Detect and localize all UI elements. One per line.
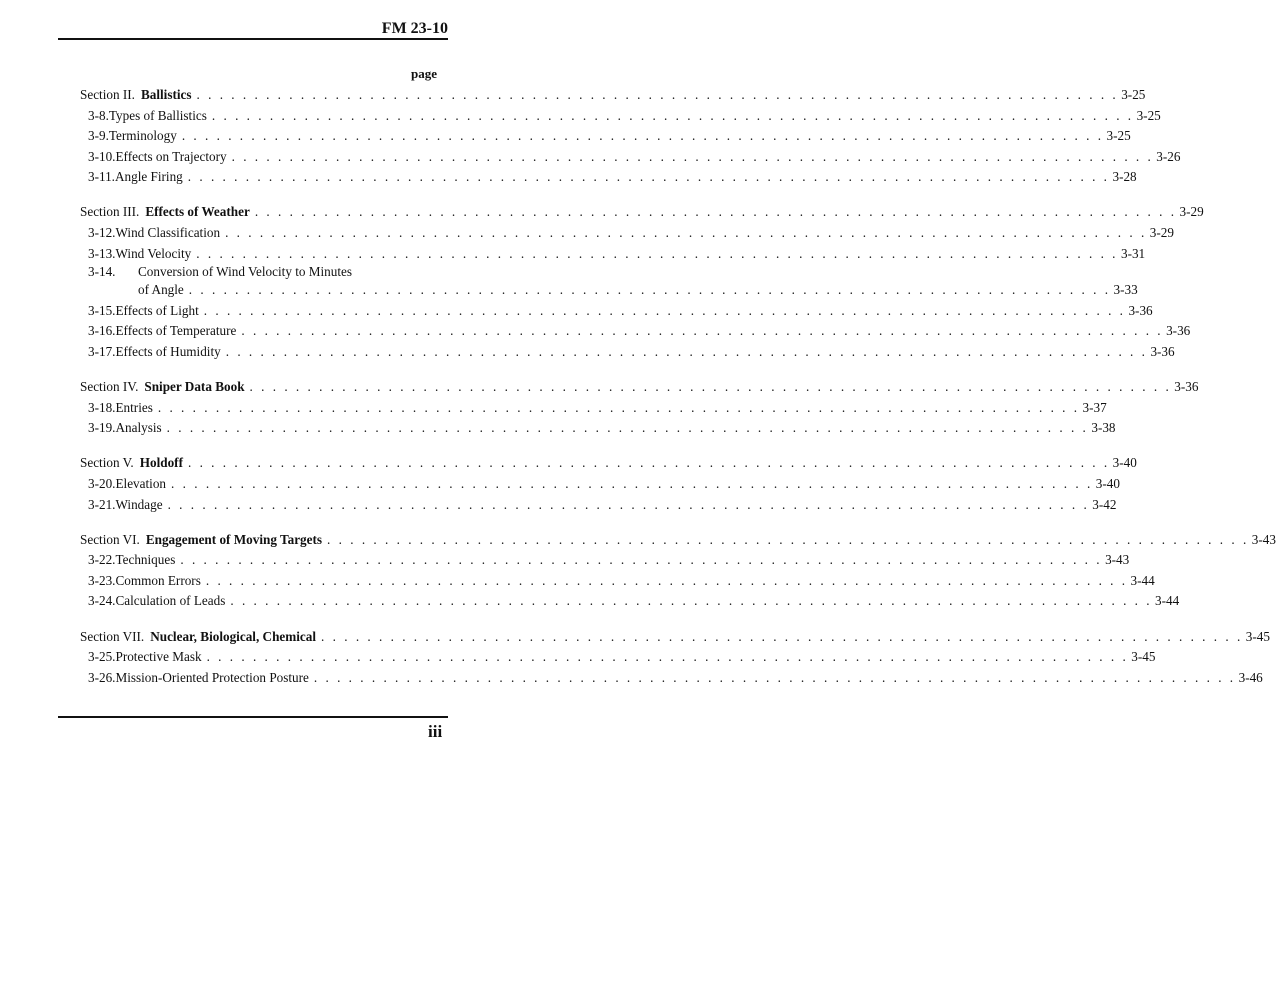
dot-leader: . . . . . . . . . . . . . . . . . . . . . . . . . . . . . . . . . . . . . . . . . . . . . . . . . . . . . . . . . . . . . . . . . . . . . . . . . . . . . . . . — [211, 107, 1134, 123]
toc-entry — [80, 106, 1161, 127]
entry-number: 3-12. — [88, 225, 116, 241]
dot-leader: . . . . . . . . . . . . . . . . . . . . . . . . . . . . . . . . . . . . . . . . . . . . . . . . . . . . . . . . . . . . . . . . . . . . . . . . . . . . . . . . — [203, 302, 1126, 318]
dot-leader: . . . . . . . . . . . . . . . . . . . . . . . . . . . . . . . . . . . . . . . . . . . . . . . . . . . . . . . . . . . . . . . . . . . . . . . . . . . . . . . . — [313, 669, 1236, 685]
section-title: Nuclear, Biological, Chemical — [150, 628, 317, 644]
entry-number: 3-13. — [88, 245, 116, 261]
toc-entry — [80, 342, 1175, 363]
dot-leader: . . . . . . . . . . . . . . . . . . . . . . . . . . . . . . . . . . . . . . . . . . . . . . . . . . . . . . . . . . . . . . . . . . . . . . . . . . . . . . . . — [205, 572, 1128, 588]
section-title: Holdoff — [139, 455, 183, 471]
entry-title: Effects of Temperature — [115, 323, 237, 339]
entry-page: 3-46 — [1238, 669, 1263, 685]
entry-number: 3-14. — [88, 264, 116, 280]
dot-leader: . . . . . . . . . . . . . . . . . . . . . . . . . . . . . . . . . . . . . . . . . . . . . . . . . . . . . . . . . . . . . . . . . . . . . . . . . . . . . . . . — [180, 552, 1103, 568]
entry-number: 3-21. — [88, 496, 116, 512]
dot-leader: . . . . . . . . . . . . . . . . . . . . . . . . . . . . . . . . . . . . . . . . . . . . . . . . . . . . . . . . . . . . . . . . . . . . . . . . . . . . . . . . — [171, 476, 1093, 491]
entry-page: 3-25 — [1106, 128, 1131, 144]
section-title: Ballistics — [140, 87, 192, 102]
toc-entry — [80, 668, 1263, 689]
toc-entry — [80, 147, 1181, 168]
section-label: Section V. — [80, 455, 134, 471]
section-page: 3-40 — [1112, 455, 1137, 471]
entry-page: 3-29 — [1149, 225, 1174, 241]
entry-title: Wind Velocity — [115, 245, 192, 261]
entry-page: 3-42 — [1092, 496, 1117, 512]
entry-title: Protective Mask — [115, 649, 202, 665]
entry-title: Wind Classification — [115, 225, 221, 241]
entry-title: Effects of Humidity — [115, 344, 221, 360]
toc-entry — [80, 591, 1180, 612]
entry-number: 3-9. — [88, 128, 109, 144]
toc-entry — [80, 550, 1130, 571]
toc-entry — [80, 301, 1153, 322]
toc-section — [80, 453, 1137, 515]
dot-leader: . . . . . . . . . . . . . . . . . . . . . . . . . . . . . . . . . . . . . . . . . . . . . . . . . . . . . . . . . . . . . . . . . . . . . . . . . . . . . . . . — [241, 323, 1164, 339]
entry-title: Effects on Trajectory — [115, 148, 227, 164]
toc-entry — [80, 647, 1156, 668]
dot-leader: . . . . . . . . . . . . . . . . . . . . . . . . . . . . . . . . . . . . . . . . . . . . . . . . . . . . . . . . . . . . . . . . . . . . . . . . . . . . . . . . — [225, 344, 1148, 360]
toc-section — [80, 627, 1270, 689]
section-title: Sniper Data Book — [144, 379, 245, 395]
dot-leader: . . . . . . . . . . . . . . . . . . . . . . . . . . . . . . . . . . . . . . . . . . . . . . . . . . . . . . . . . . . . . . . . . . . . . . . . . . . . . . . . — [206, 649, 1129, 665]
toc-section — [80, 530, 1276, 612]
table-of-contents — [80, 85, 1276, 703]
toc-entry — [80, 167, 1137, 188]
entry-title: Effects of Light — [115, 302, 199, 318]
toc-entry-first-line — [80, 264, 438, 280]
entry-page: 3-44 — [1130, 572, 1155, 588]
entry-title: Elevation — [115, 476, 167, 491]
section-heading — [80, 202, 1204, 223]
entry-title: Mission-Oriented Protection Posture — [115, 669, 309, 685]
toc-entry — [80, 474, 1120, 495]
toc-entry — [80, 321, 1191, 342]
entry-title: Techniques — [115, 552, 176, 568]
toc-entry — [80, 398, 1107, 419]
entry-number: 3-15. — [88, 302, 116, 318]
entry-number: 3-22. — [88, 552, 116, 568]
toc-entry — [80, 280, 1138, 301]
section-heading — [80, 453, 1137, 474]
toc-section — [80, 377, 1199, 439]
entry-page: 3-33 — [1113, 282, 1138, 298]
section-heading — [80, 530, 1276, 551]
entry-number: 3-17. — [88, 344, 116, 360]
dot-leader: . . . . . . . . . . . . . . . . . . . . . . . . . . . . . . . . . . . . . . . . . . . . . . . . . . . . . . . . . . . . . . . . . . . . . . . . . . . . . . . . — [196, 87, 1119, 102]
section-page: 3-25 — [1121, 87, 1146, 102]
entry-page: 3-38 — [1091, 420, 1116, 436]
toc-entry — [80, 244, 1146, 265]
section-page: 3-36 — [1174, 379, 1199, 395]
dot-leader: . . . . . . . . . . . . . . . . . . . . . . . . . . . . . . . . . . . . . . . . . . . . . . . . . . . . . . . . . . . . . . . . . . . . . . . . . . . . . . . . — [157, 399, 1080, 415]
toc-section — [80, 85, 1181, 188]
section-page: 3-43 — [1251, 531, 1276, 547]
section-label: Section VII. — [80, 628, 145, 644]
entry-number: 3-26. — [88, 669, 116, 685]
dot-leader: . . . . . . . . . . . . . . . . . . . . . . . . . . . . . . . . . . . . . . . . . . . . . . . . . . . . . . . . . . . . . . . . . . . . . . . . . . . . . . . . — [187, 169, 1110, 185]
dot-leader: . . . . . . . . . . . . . . . . . . . . . . . . . . . . . . . . . . . . . . . . . . . . . . . . . . . . . . . . . . . . . . . . . . . . . . . . . . . . . . . . — [187, 455, 1110, 471]
dot-leader: . . . . . . . . . . . . . . . . . . . . . . . . . . . . . . . . . . . . . . . . . . . . . . . . . . . . . . . . . . . . . . . . . . . . . . . . . . . . . . . . — [181, 128, 1104, 144]
entry-number: 3-11. — [88, 169, 115, 185]
page-number: iii — [428, 722, 443, 741]
section-heading — [80, 627, 1270, 648]
entry-page: 3-26 — [1156, 148, 1181, 164]
entry-title: Terminology — [108, 128, 177, 144]
dot-leader: . . . . . . . . . . . . . . . . . . . . . . . . . . . . . . . . . . . . . . . . . . . . . . . . . . . . . . . . . . . . . . . . . . . . . . . . . . . . . . . . — [231, 148, 1154, 164]
section-label: Section IV. — [80, 379, 139, 395]
entry-title: Windage — [115, 496, 163, 512]
entry-page: 3-37 — [1082, 399, 1107, 415]
section-heading — [80, 85, 1146, 106]
entry-number: 3-25. — [88, 649, 116, 665]
section-heading — [80, 377, 1199, 398]
entry-number: 3-18. — [88, 399, 116, 415]
entry-number: 3-20. — [88, 476, 116, 491]
entry-page: 3-36 — [1128, 302, 1153, 318]
section-page: 3-45 — [1245, 628, 1270, 644]
section-label: Section III. — [80, 204, 140, 220]
entry-number: 3-24. — [88, 593, 116, 609]
entry-page: 3-44 — [1155, 593, 1180, 609]
dot-leader: . . . . . . . . . . . . . . . . . . . . . . . . . . . . . . . . . . . . . . . . . . . . . . . . . . . . . . . . . . . . . . . . . . . . . . . . . . . . . . . . — [166, 420, 1089, 436]
entry-number: 3-16. — [88, 323, 116, 339]
entry-page: 3-43 — [1105, 552, 1130, 568]
dot-leader: . . . . . . . . . . . . . . . . . . . . . . . . . . . . . . . . . . . . . . . . . . . . . . . . . . . . . . . . . . . . . . . . . . . . . . . . . . . . . . . . — [327, 531, 1249, 547]
header-rule — [58, 38, 448, 40]
entry-title: Common Errors — [115, 572, 201, 588]
page-column-label: page — [411, 66, 437, 81]
entry-page: 3-36 — [1150, 344, 1175, 360]
manual-code: FM 23-10 — [381, 20, 448, 37]
toc-entry — [80, 223, 1174, 244]
dot-leader: . . . . . . . . . . . . . . . . . . . . . . . . . . . . . . . . . . . . . . . . . . . . . . . . . . . . . . . . . . . . . . . . . . . . . . . . . . . . . . . . — [230, 593, 1153, 609]
entry-page: 3-28 — [1112, 169, 1137, 185]
dot-leader: . . . . . . . . . . . . . . . . . . . . . . . . . . . . . . . . . . . . . . . . . . . . . . . . . . . . . . . . . . . . . . . . . . . . . . . . . . . . . . . . — [225, 225, 1147, 241]
dot-leader: . . . . . . . . . . . . . . . . . . . . . . . . . . . . . . . . . . . . . . . . . . . . . . . . . . . . . . . . . . . . . . . . . . . . . . . . . . . . . . . . — [167, 496, 1090, 512]
entry-title: Entries — [115, 399, 153, 415]
footer-rule — [58, 716, 448, 718]
entry-title-continued: of Angle — [138, 282, 184, 298]
entry-page: 3-31 — [1120, 245, 1146, 261]
toc-entry — [80, 571, 1155, 592]
toc-entry — [80, 126, 1131, 147]
entry-number: 3-8. — [88, 107, 109, 123]
entry-title: Calculation of Leads — [115, 593, 226, 609]
entry-number: 3-10. — [88, 148, 116, 164]
entry-number: 3-23. — [88, 572, 116, 588]
dot-leader: . . . . . . . . . . . . . . . . . . . . . . . . . . . . . . . . . . . . . . . . . . . . . . . . . . . . . . . . . . . . . . . . . . . . . . . . . . . . . . . . — [254, 204, 1177, 220]
section-title: Engagement of Moving Targets — [145, 531, 323, 547]
section-title: Effects of Weather — [145, 204, 250, 220]
dot-leader: . . . . . . . . . . . . . . . . . . . . . . . . . . . . . . . . . . . . . . . . . . . . . . . . . . . . . . . . . . . . . . . . . . . . . . . . . . . . . . . . — [249, 379, 1172, 395]
entry-title: Analysis — [115, 420, 162, 436]
entry-page: 3-40 — [1095, 476, 1120, 491]
entry-title: Conversion of Wind Velocity to Minutes — [138, 264, 352, 280]
toc-entry — [80, 418, 1116, 439]
dot-leader: . . . . . . . . . . . . . . . . . . . . . . . . . . . . . . . . . . . . . . . . . . . . . . . . . . . . . . . . . . . . . . . . . . . . . . . . . . . . . . . . — [188, 282, 1111, 298]
entry-title: Angle Firing — [114, 169, 183, 185]
entry-page: 3-25 — [1136, 107, 1161, 123]
section-label: Section II. — [80, 87, 135, 102]
entry-title: Types of Ballistics — [108, 107, 207, 123]
entry-number: 3-19. — [88, 420, 116, 436]
toc-entry — [80, 495, 1117, 516]
entry-page: 3-45 — [1131, 649, 1156, 665]
dot-leader: . . . . . . . . . . . . . . . . . . . . . . . . . . . . . . . . . . . . . . . . . . . . . . . . . . . . . . . . . . . . . . . . . . . . . . . . . . . . . . . . — [196, 245, 1118, 261]
section-page: 3-29 — [1179, 204, 1204, 220]
dot-leader: . . . . . . . . . . . . . . . . . . . . . . . . . . . . . . . . . . . . . . . . . . . . . . . . . . . . . . . . . . . . . . . . . . . . . . . . . . . . . . . . — [321, 628, 1243, 644]
section-label: Section VI. — [80, 531, 140, 547]
entry-page: 3-36 — [1166, 323, 1191, 339]
toc-section — [80, 202, 1204, 362]
